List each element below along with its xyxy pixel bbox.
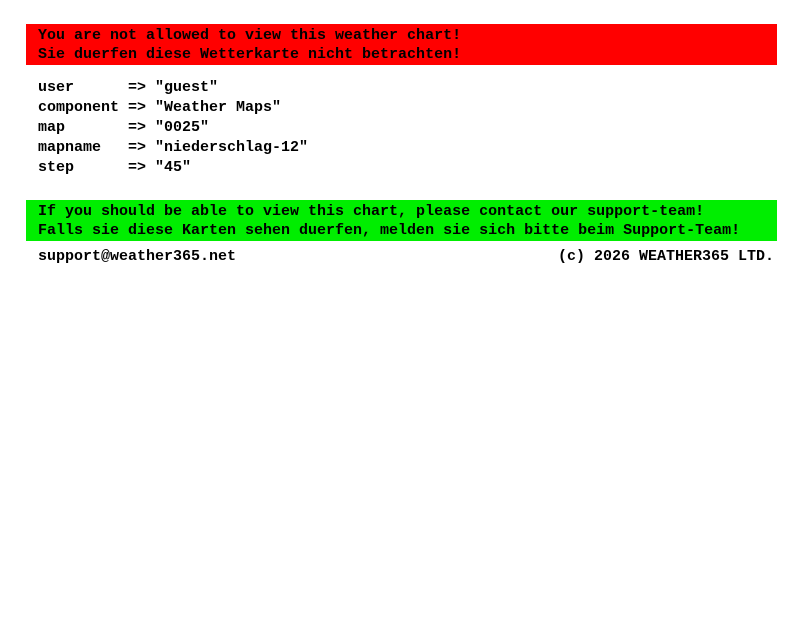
detail-row-mapname <box>38 138 800 158</box>
detail-row-component <box>38 98 800 118</box>
detail-key: step <box>38 159 75 176</box>
denied-banner-line-en: You are not allowed to view this weather chart! <box>38 27 462 44</box>
support-banner-line-en: If you should be able to view this chart, please contact our support-team! <box>38 203 705 220</box>
detail-key: user <box>38 79 75 96</box>
detail-value: "0025" <box>155 119 210 136</box>
request-details <box>38 78 800 178</box>
arrow-glyph: => <box>128 139 147 156</box>
detail-key: mapname <box>38 139 102 156</box>
arrow-glyph: => <box>128 159 147 176</box>
detail-key: component <box>38 99 120 116</box>
arrow-glyph: => <box>128 79 147 96</box>
support-banner-line-de: Falls sie diese Karten sehen duerfen, melden sie sich bitte beim Support-Team! <box>38 222 741 239</box>
access-denied-page <box>0 24 800 265</box>
detail-value: "45" <box>155 159 192 176</box>
detail-row-user <box>38 78 800 98</box>
detail-value: "guest" <box>155 79 219 96</box>
support-email: support@weather365.net <box>38 248 237 265</box>
denied-banner-line-de: Sie duerfen diese Wetterkarte nicht betrachten! <box>38 46 462 63</box>
footer <box>0 248 800 265</box>
arrow-glyph: => <box>128 119 147 136</box>
detail-value: "niederschlag-12" <box>155 139 309 156</box>
detail-row-map <box>38 118 800 138</box>
detail-value: "Weather Maps" <box>155 99 282 116</box>
detail-key: map <box>38 119 66 136</box>
arrow-glyph: => <box>128 99 147 116</box>
support-banner <box>26 200 777 241</box>
denied-banner <box>26 24 777 65</box>
detail-row-step <box>38 158 800 178</box>
copyright-notice: (c) 2026 WEATHER365 LTD. <box>557 248 774 265</box>
